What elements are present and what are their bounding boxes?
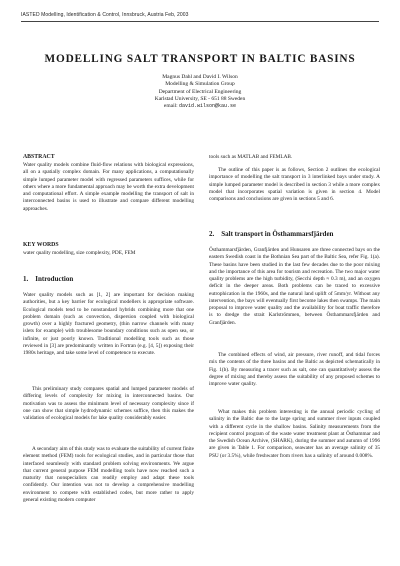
abstract-heading: ABSTRACT xyxy=(23,154,55,160)
running-head: IASTED Modelling, Identification & Control, Innsbruck, Austria Feb, 2003 xyxy=(21,12,189,18)
intro-paragraph-3: A secondary aim of this study was to evaluate the suitability of current finite element method (FEM) tools for ecological studies, and in particular those that interfaced seamlessly with standard problem solving environments. We argue that current general purpose FEM modelling tools have now reached such a maturity that nonspecialists can readily employ and adapt these tools confidently. Our intention was not to develop a comprehensive modelling environment to compete with established codes, but more rather to apply general existing modern computer xyxy=(23,446,194,503)
section2-paragraph-2: The combined effects of wind, air pressure, river runoff, and tidal forces mix the contents of the three basins and the Baltic as depicted schematically in Fig. 1(b). By measuring a tracer such as salt, one can quantitatively assess the degree of mixing and thereby assess the suitability of any proposed schemes to improve water quality. xyxy=(209,352,380,387)
email-label: email: xyxy=(163,103,178,110)
author-email: david.wilson@kau.se xyxy=(179,103,237,110)
outline-paragraph: The outline of this paper is as follows, Section 2 outlines the ecological importance of modelling the salt transport in 3 interlinked bays under study. A simple lumped parameter model is described in section 3 while a more complex model that incorporates spatial variation is given in section 4. Model comparisons and conclusions are given in sections 5 and 6. xyxy=(209,167,380,202)
section2-paragraph-3: What makes this problem interesting is the annual periodic cycling of salinity in the Baltic due to the large spring and summer river inputs coupled with a different cycle in the shallow basins. Salinity measurements from the recipient control program of the waste water treatment plant at Östhammar and the Swedish Ocean Archive, (SHARK), during the summer and autumn of 1996 are given in Table 1. For comparison, seawater has an average salinity of 35 PSU (or 3.5%), while freshwater from rivers has a salinity of around 0.008%. xyxy=(209,409,380,459)
author-group: Modelling & Simulation Group xyxy=(165,81,235,88)
author-department: Department of Electrical Engineering xyxy=(158,88,242,95)
keywords-heading: KEY WORDS xyxy=(23,242,59,248)
section2-heading: 2. Salt transport in Östhammarsfjärden xyxy=(209,230,334,238)
header-rule xyxy=(21,21,379,22)
section2-paragraph-1: Östhammarsfjärden, Granfjärden and Hunsaren are three connected bays on the eastern Swedish coast in the Bothnian Sea part of the Baltic Sea, refer Fig. 1(a). These basins have been studied in the last few decades due to the poor mixing and the importance of this area for tourism and recreation. The two major water quality problems are the high turbidity, (Secchi depth ≈ 0.3 m), and an oxygen deficit in the deeper areas. Both problems can be traced to excessive eutrophication in the 1960s, and the natural land uplift of 5mm/yr. Without any intervention, the bays will eventually first become lakes then swamps. The main proposal to improve water quality and the availability for boat traffic therefore is to dredge the strait Karlströmmen, between Östhammarsfjärden and Granfjärden. xyxy=(209,247,380,326)
abstract-text: Water quality models combine fluid-flow relations with biological expressions, all on a spatially complex domain. For many applications, a computationally simple lumped parameter model with regressed parameters suffices, while for others where a more fundamental approach may be worth the extra development and computational effort. A simple example modelling the transport of salt in interconnected basins is used to illustrate and compare different modelling approaches. xyxy=(23,162,194,212)
paper-title: MODELLING SALT TRANSPORT IN BALTIC BASINS xyxy=(44,53,356,65)
author-address: Karlstad University, SE - 651 88 Sweden xyxy=(154,95,246,102)
keywords-text: water quality modelling, size complexity, PDE, FEM xyxy=(23,250,136,256)
author-names: Magnus Dahl and David I. Wilson xyxy=(162,74,238,80)
intro-paragraph-2: This preliminary study compares spatial and lumped parameter models of differing levels of complexity for mixing in interconnected basins. Our motivation was to assess the minimum level of necessary complexity since if one can show that simple hydrodynamic schemes suffice, then this makes the validation of ecological models for lake quality considerably easier. xyxy=(23,386,194,421)
right-first-line: tools such as MATLAB and FEMLAB. xyxy=(209,154,293,160)
author-email-line xyxy=(0,103,400,110)
author-block xyxy=(0,74,400,110)
intro-paragraph-1: Water quality models such as [1, 2] are important for decision making authorities, but a key barrier for ecological modellers is appropriate software. Ecological models tend to be nonstandard hybrids combining more that one problem domain (such as convection, dispersion coupled with biological growth) over a highly fractured geometry, (thin narrow channels with many islets for example) with troublesome boundary conditions such as open sea, or infinite, or just poorly known. Traditional modelling tools such as those reviewed in [3] are predominantly written in Fortran (e.g. [4, 5]) exposing their 1980s heritage, and take some level of competence to execute. xyxy=(23,292,194,356)
intro-heading: 1. Introduction xyxy=(23,275,74,283)
